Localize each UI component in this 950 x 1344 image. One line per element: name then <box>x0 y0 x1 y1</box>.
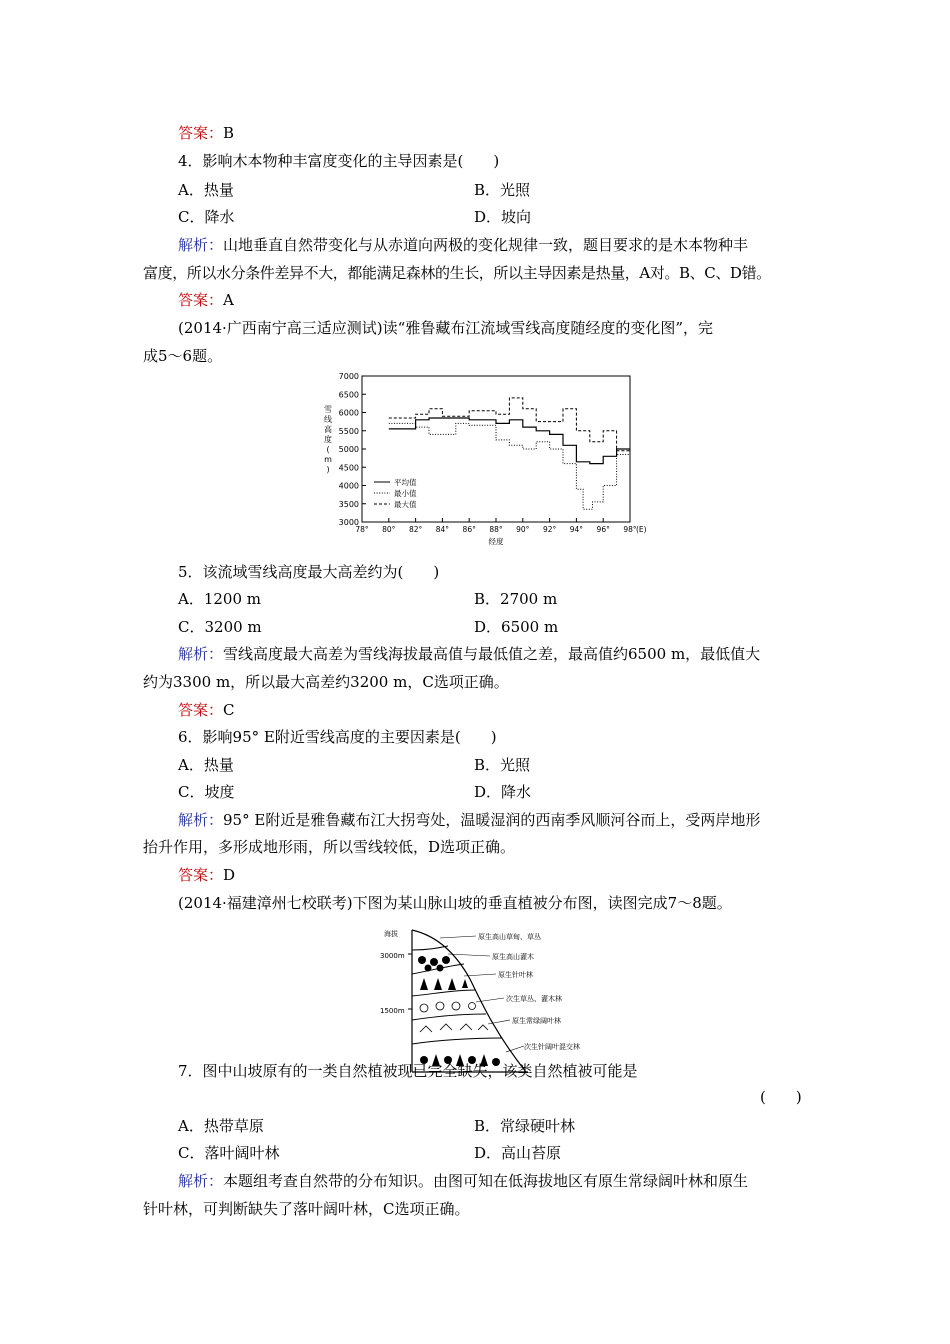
y-tick-label: 3500 <box>338 499 359 509</box>
q6-analysis-line2: 抬升作用，多形成地形雨，所以雪线较低，D选项正确。 <box>143 838 516 856</box>
q6-option-c: C．坡度 <box>178 783 235 801</box>
legend-label-2: 最小值 <box>394 489 417 498</box>
veg-belt-5: 原生常绿阔叶林 <box>512 1017 561 1025</box>
q7-option-a: A．热带草原 <box>178 1117 264 1135</box>
y-axis-label-char: ( <box>326 445 330 454</box>
y-axis-label-char: 度 <box>324 435 332 444</box>
y-tick-label: 5000 <box>338 445 359 454</box>
veg-belt-1: 原生高山草甸、草丛 <box>478 933 541 941</box>
q5-option-a: A．1200 m <box>178 590 261 608</box>
q7-option-c: C．落叶阔叶林 <box>178 1144 280 1162</box>
y-tick-label: 6000 <box>338 408 359 418</box>
q4-option-b: B．光照 <box>474 181 531 199</box>
q7-analysis-line2: 针叶林，可判断缺失了落叶阔叶林，C选项正确。 <box>143 1200 470 1218</box>
broadleaf-icons <box>420 1024 488 1032</box>
x-tick-label: 90° <box>516 525 530 534</box>
q4-option-d: D．坡向 <box>474 208 532 226</box>
q4-analysis-line2: 富度，所以水分条件差异不大，都能满足森林的生长，所以主导因素是热量，A对。B、C、D错。 <box>143 264 771 282</box>
legend-label-3: 最大值 <box>394 500 417 509</box>
q5-analysis-line2: 约为3300 m，所以最大高差约3200 m，C选项正确。 <box>143 673 509 691</box>
veg-belt-3: 原生针叶林 <box>498 971 533 979</box>
y-axis-label-char: 雪 <box>324 405 332 414</box>
y-tick-label: 4500 <box>338 463 359 473</box>
q7-option-b: B．常绿硬叶林 <box>474 1117 576 1135</box>
x-tick-label: 80° <box>382 525 396 534</box>
q6-option-d: D．降水 <box>474 783 532 801</box>
y-tick-label: 3000 <box>338 518 359 527</box>
q4-analysis-line1: 解析：山地垂直自然带变化与从赤道向两极的变化规律一致，题目要求的是木本物种丰 <box>178 236 749 254</box>
y-axis-label-char: ) <box>326 465 330 474</box>
intro-5-6-line2: 成5～6题。 <box>143 347 223 365</box>
q5-option-b: B．2700 m <box>474 590 558 608</box>
q4-option-a: A．热量 <box>178 181 234 199</box>
x-tick-label: 86° <box>462 525 476 534</box>
intro-7-8: (2014·福建漳州七校联考)下图为某山脉山坡的垂直植被分布图，读图完成7～8题。 <box>178 894 732 912</box>
question-6-stem: 6．影响95° E附近雪线高度的主要因素是( ) <box>178 728 497 746</box>
y-tick-label: 4000 <box>338 481 359 491</box>
legend-label-1: 平均值 <box>394 478 417 487</box>
snowline-chart <box>318 368 658 548</box>
veg-belt-2: 原生高山灌木 <box>492 953 534 961</box>
veg-tick-3000: 3000m <box>380 952 405 960</box>
series-line-1 <box>389 418 630 464</box>
q7-answer-paren: ( ) <box>760 1088 802 1106</box>
conifer-icons <box>420 978 468 990</box>
question-5-stem: 5．该流域雪线高度最大高差约为( ) <box>178 563 440 581</box>
q6-analysis-line1: 解析：95° E附近是雅鲁藏布江大拐弯处，温暖湿润的西南季风顺河谷而上，受两岸地形 <box>178 811 761 829</box>
x-tick-label: 78° <box>355 525 369 534</box>
veg-belt-4: 次生草丛、灌木林 <box>506 995 562 1003</box>
q7-option-d: D．高山苔原 <box>474 1144 562 1162</box>
x-tick-label: 98° <box>623 525 637 534</box>
x-tick-label: 82° <box>408 525 423 534</box>
series-line-2 <box>389 423 630 509</box>
secondary-shrub-icons <box>420 1002 476 1012</box>
x-tick-label: 96° <box>596 525 610 534</box>
x-tick-label: 94° <box>569 525 584 534</box>
q4-option-c: C．降水 <box>178 208 235 226</box>
y-tick-label: 6500 <box>338 390 359 400</box>
question-4-stem: 4．影响木本物种丰富度变化的主导因素是( ) <box>178 152 500 170</box>
x-tick-label: 84° <box>435 525 450 534</box>
answer-3: 答案：B <box>178 124 235 142</box>
q5-option-d: D．6500 m <box>474 618 559 636</box>
answer-5: 答案：C <box>178 701 235 719</box>
q6-option-a: A．热量 <box>178 756 234 774</box>
q5-analysis-line1: 解析：雪线高度最大高差为雪线海拔最高值与最低值之差，最高值约6500 m，最低值大 <box>178 645 761 663</box>
x-unit-label: (E) <box>636 525 647 534</box>
answer-6: 答案：D <box>178 866 236 884</box>
x-tick-label: 92° <box>542 525 557 534</box>
question-7-stem: 7．图中山坡原有的一类自然植被现已完全缺失，该类自然植被可能是 <box>178 1062 638 1080</box>
q5-option-c: C．3200 m <box>178 618 262 636</box>
x-tick-label: 88° <box>489 525 503 534</box>
q6-option-b: B．光照 <box>474 756 531 774</box>
y-axis-label-char: 高 <box>324 425 332 434</box>
y-tick-label: 7000 <box>338 372 359 381</box>
veg-axis-label: 海拔 <box>384 930 398 938</box>
veg-belt-6: 次生针阔叶混交林 <box>524 1043 580 1051</box>
intro-5-6-line1: (2014·广西南宁高三适应测试)读“雅鲁藏布江流域雪线高度随经度的变化图”，完 <box>178 319 713 337</box>
x-axis-label: 经度 <box>488 537 504 546</box>
answer-4: 答案：A <box>178 291 234 309</box>
y-tick-label: 5500 <box>338 426 359 436</box>
y-axis-label-char: 线 <box>324 415 332 424</box>
veg-tick-1500: 1500m <box>380 1007 405 1015</box>
y-axis-label-char: m <box>324 455 332 464</box>
vegetation-diagram <box>378 924 628 1074</box>
q7-analysis-line1: 解析：本题组考查自然带的分布知识。由图可知在低海拔地区有原生常绿阔叶林和原生 <box>178 1172 749 1190</box>
